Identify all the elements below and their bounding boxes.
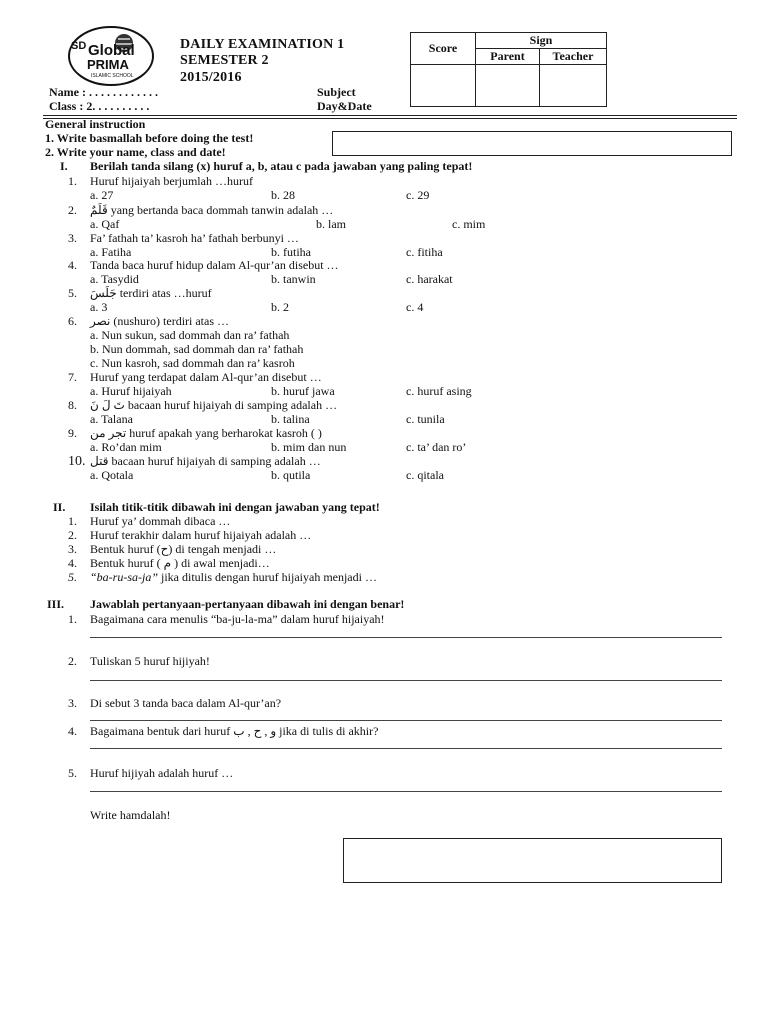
answer-option-a[interactable]: a. Huruf hijaiyah xyxy=(90,384,172,398)
score-table xyxy=(410,32,607,107)
item-number: 5. xyxy=(68,570,77,584)
answer-option-a[interactable]: a. Qaf xyxy=(90,217,120,231)
question-text: Tanda baca huruf hidup dalam Al-qur’an disebut … xyxy=(90,258,339,272)
answer-option-c[interactable]: c. fitiha xyxy=(406,245,443,259)
question-text: Huruf yang terdapat dalam Al-qur’an disebut … xyxy=(90,370,322,384)
parent-sign-cell[interactable] xyxy=(476,65,540,107)
question-number: 3. xyxy=(68,696,77,710)
answer-option-b[interactable]: b. qutila xyxy=(271,468,311,482)
question-number: 6. xyxy=(68,314,77,328)
section3-num: III. xyxy=(47,597,65,611)
header-divider xyxy=(43,115,737,116)
daydate-label: Day&Date xyxy=(317,99,372,113)
logo-sd: SD xyxy=(71,40,87,52)
item-number: 1. xyxy=(68,514,77,528)
answer-option-c[interactable]: c. 29 xyxy=(406,188,430,202)
answer-option-a[interactable]: a. Talana xyxy=(90,412,133,426)
question-number: 10. xyxy=(68,454,86,469)
question-number: 5. xyxy=(68,286,77,300)
item-text: Huruf ya’ dommah dibaca … xyxy=(90,514,231,528)
answer-line[interactable] xyxy=(90,680,722,681)
score-header: Score xyxy=(411,33,476,65)
instruction-2: 2. Write your name, class and date! xyxy=(45,145,226,159)
question-number: 2. xyxy=(68,654,77,668)
answer-option-b[interactable]: b. huruf jawa xyxy=(271,384,335,398)
answer-option[interactable]: b. Nun dommah, sad dommah dan ra’ fathah xyxy=(90,342,304,356)
question-number: 4. xyxy=(68,724,77,738)
year-title: 2015/2016 xyxy=(180,70,242,85)
general-instruction-title: General instruction xyxy=(45,117,146,131)
question-text: تَ لَ نَ bacaan huruf hijaiyah di samping adalah … xyxy=(90,398,338,412)
item-number: 2. xyxy=(68,528,77,542)
answer-option-b[interactable]: b. 28 xyxy=(271,188,295,202)
answer-option-b[interactable]: b. lam xyxy=(316,217,346,231)
question-text: Tuliskan 5 huruf hijiyah! xyxy=(90,654,210,668)
answer-option-c[interactable]: c. mim xyxy=(452,217,486,231)
answer-option-b[interactable]: b. futiha xyxy=(271,245,311,259)
item-text: Bentuk huruf (ح) di tengah menjadi … xyxy=(90,542,277,556)
parent-header: Parent xyxy=(476,49,540,65)
semester-title: SEMESTER 2 xyxy=(180,53,269,68)
section3-title: Jawablah pertanyaan-pertanyaan dibawah ini dengan benar! xyxy=(90,597,405,611)
score-cell[interactable] xyxy=(411,65,476,107)
question-text: نصر (nushuro) terdiri atas … xyxy=(90,314,230,328)
class-field[interactable]: Class : 2. . . . . . . . . . xyxy=(49,99,150,113)
item-text: Bentuk huruf ( م ) di awal menjadi… xyxy=(90,556,270,570)
answer-line[interactable] xyxy=(90,791,722,792)
answer-option-a[interactable]: a. Tasydid xyxy=(90,272,139,286)
answer-option-a[interactable]: a. Qotala xyxy=(90,468,134,482)
question-number: 2. xyxy=(68,203,77,217)
answer-line[interactable] xyxy=(90,720,722,721)
item-text-rest: jika ditulis dengan huruf hijaiyah menjadi … xyxy=(158,570,377,584)
item-text-italic: “ba-ru-sa-ja” xyxy=(90,570,159,584)
question-text: Di sebut 3 tanda baca dalam Al-qur’an? xyxy=(90,696,282,710)
answer-line[interactable] xyxy=(90,637,722,638)
answer-line[interactable] xyxy=(90,748,722,749)
question-text: جَلَسَ terdiri atas …huruf xyxy=(90,286,212,300)
answer-option-a[interactable]: a. 27 xyxy=(90,188,114,202)
logo-prima: PRIMA xyxy=(87,57,129,72)
instruction-1: 1. Write basmallah before doing the test! xyxy=(45,131,254,145)
answer-option-c[interactable]: c. tunila xyxy=(406,412,445,426)
answer-option[interactable]: a. Nun sukun, sad dommah dan ra’ fathah xyxy=(90,328,290,342)
section2-title: Isilah titik-titik dibawah ini dengan jawaban yang tepat! xyxy=(90,500,380,514)
question-text: قتل bacaan huruf hijaiyah di samping adalah … xyxy=(90,454,321,468)
item-number: 3. xyxy=(68,542,77,556)
hamdalah-box[interactable] xyxy=(343,838,722,883)
item-text: Huruf terakhir dalam huruf hijaiyah adalah … xyxy=(90,528,312,542)
answer-option-c[interactable]: c. ta’ dan ro’ xyxy=(406,440,467,454)
header-divider-2 xyxy=(43,118,737,119)
sign-header: Sign xyxy=(476,33,607,49)
answer-option-b[interactable]: b. talina xyxy=(271,412,310,426)
answer-option-c[interactable]: c. harakat xyxy=(406,272,453,286)
answer-option-b[interactable]: b. mim dan nun xyxy=(271,440,347,454)
teacher-sign-cell[interactable] xyxy=(540,65,607,107)
answer-option-b[interactable]: b. 2 xyxy=(271,300,289,314)
question-number: 1. xyxy=(68,174,77,188)
question-text: Bagaimana cara menulis “ba-ju-la-ma” dalam huruf hijaiyah! xyxy=(90,612,385,626)
question-number: 8. xyxy=(68,398,77,412)
exam-title: DAILY EXAMINATION 1 xyxy=(180,37,345,52)
basmallah-box[interactable] xyxy=(332,131,732,156)
question-text: تجر من huruf apakah yang berharokat kasroh ( ) xyxy=(90,426,322,440)
question-number: 9. xyxy=(68,426,77,440)
question-number: 5. xyxy=(68,766,77,780)
question-text: Huruf hijiyah adalah huruf … xyxy=(90,766,234,780)
answer-option-b[interactable]: b. tanwin xyxy=(271,272,316,286)
question-text: Huruf hijaiyah berjumlah …huruf xyxy=(90,174,253,188)
answer-option-c[interactable]: c. 4 xyxy=(406,300,424,314)
question-number: 1. xyxy=(68,612,77,626)
question-text: Bagaimana bentuk dari huruf و , ح , ب jika di tulis di akhir? xyxy=(90,724,379,738)
answer-option-c[interactable]: c. qitala xyxy=(406,468,444,482)
answer-option[interactable]: c. Nun kasroh, sad dommah dan ra’ kasroh xyxy=(90,356,295,370)
question-text: قَلَمٌ yang bertanda baca dommah tanwin adalah … xyxy=(90,203,334,217)
item-number: 4. xyxy=(68,556,77,570)
logo-global: Global xyxy=(88,42,135,59)
section1-num: I. xyxy=(60,159,68,173)
teacher-header: Teacher xyxy=(540,49,607,65)
subject-label: Subject xyxy=(317,85,356,99)
question-number: 4. xyxy=(68,258,77,272)
name-field[interactable]: Name : . . . . . . . . . . . . xyxy=(49,85,158,99)
section1-title: Berilah tanda silang (x) huruf a, b, atau c pada jawaban yang paling tepat! xyxy=(90,159,473,173)
answer-option-a[interactable]: a. Fatiha xyxy=(90,245,132,259)
answer-option-a[interactable]: a. Ro’dan mim xyxy=(90,440,162,454)
answer-option-c[interactable]: c. huruf asing xyxy=(406,384,472,398)
question-text: Fa’ fathah ta’ kasroh ha’ fathah berbunyi … xyxy=(90,231,299,245)
hamdalah-instruction: Write hamdalah! xyxy=(90,808,171,822)
school-logo xyxy=(66,25,156,87)
question-number: 7. xyxy=(68,370,77,384)
item-text xyxy=(90,571,377,584)
logo-school: ISLAMIC SCHOOL xyxy=(91,73,134,79)
answer-option-a[interactable]: a. 3 xyxy=(90,300,108,314)
section2-num: II. xyxy=(53,500,66,514)
question-number: 3. xyxy=(68,231,77,245)
